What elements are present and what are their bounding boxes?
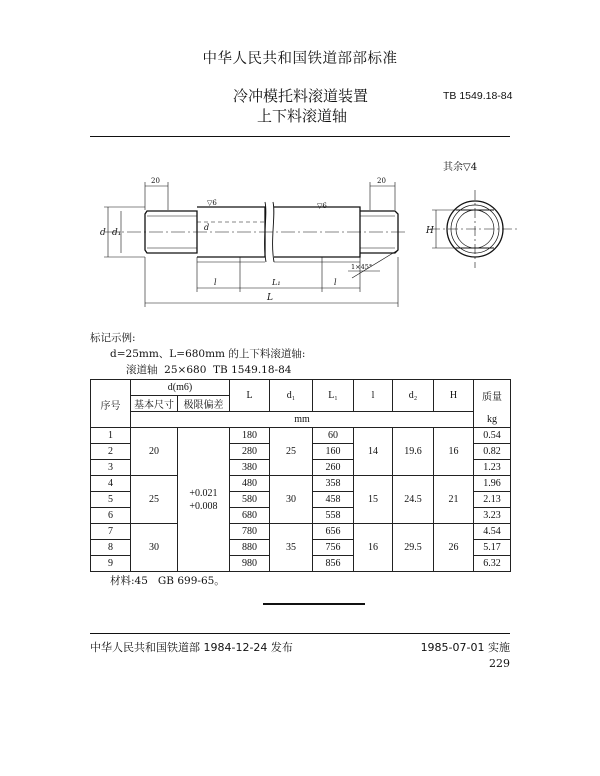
d-basic: 20 <box>131 428 178 476</box>
cell-mass: 2.13 <box>474 492 511 508</box>
doc-title-line-1: 冷冲模托料滚道装置 <box>233 87 369 105</box>
d2-value: 24.5 <box>393 476 434 524</box>
col-d2-header: d₂ <box>393 380 434 412</box>
org-title: 中华人民共和国铁道部部标准 <box>202 51 398 67</box>
unit-mm: mm <box>131 412 474 428</box>
col-H-header: H <box>434 380 474 412</box>
spec-table <box>90 379 511 572</box>
footer-issuer: 中华人民共和国铁道部 1984-12-24 发布 <box>90 641 293 654</box>
H-value: 21 <box>434 476 474 524</box>
roughness-6-left: ▽6 <box>207 199 217 207</box>
cell-L1: 558 <box>313 508 354 524</box>
row-no: 8 <box>91 540 131 556</box>
col-seq-header-cont <box>91 412 131 428</box>
col-d-tol-header: 极限偏差 <box>178 396 230 412</box>
row-no: 5 <box>91 492 131 508</box>
label-H: H <box>426 226 434 236</box>
header-rule <box>90 136 510 137</box>
col-d1-header: d₁ <box>270 380 313 412</box>
col-d-header: d(m6) <box>131 380 230 396</box>
standard-number: TB 1549.18-84 <box>443 90 513 102</box>
row-no: 9 <box>91 556 131 572</box>
col-l-header: l <box>354 380 393 412</box>
marking-heading: 标记示例: <box>90 332 136 344</box>
doc-title-line-2: 上下料滚道轴 <box>257 107 348 125</box>
cell-L: 480 <box>230 476 270 492</box>
d1-value: 30 <box>270 476 313 524</box>
cell-mass: 6.32 <box>474 556 511 572</box>
cell-L1: 358 <box>313 476 354 492</box>
footer-effective: 1985-07-01 实施 <box>420 641 510 654</box>
d1-value: 25 <box>270 428 313 476</box>
row-no: 4 <box>91 476 131 492</box>
cell-L: 280 <box>230 444 270 460</box>
cell-L1: 856 <box>313 556 354 572</box>
label-l-left: l <box>214 278 217 287</box>
l-value: 14 <box>354 428 393 476</box>
col-seq-header: 序号 <box>91 380 131 412</box>
dim-20-right: 20 <box>377 177 386 185</box>
l-value: 16 <box>354 524 393 572</box>
d2-value: 29.5 <box>393 524 434 572</box>
cell-L1: 260 <box>313 460 354 476</box>
cell-L: 380 <box>230 460 270 476</box>
cell-mass: 0.82 <box>474 444 511 460</box>
d2-value: 19.6 <box>393 428 434 476</box>
cell-L: 880 <box>230 540 270 556</box>
cell-L: 180 <box>230 428 270 444</box>
cell-mass: 0.54 <box>474 428 511 444</box>
row-no: 1 <box>91 428 131 444</box>
row-no: 6 <box>91 508 131 524</box>
cell-mass: 4.54 <box>474 524 511 540</box>
col-L-header: L <box>230 380 270 412</box>
roughness-note: 其余▽4 <box>443 162 478 173</box>
H-value: 16 <box>434 428 474 476</box>
unit-kg: kg <box>474 412 511 428</box>
l-value: 15 <box>354 476 393 524</box>
dim-20-left: 20 <box>151 177 160 185</box>
label-L1: L₁ <box>272 278 281 287</box>
page-number: 229 <box>489 657 510 670</box>
d-basic: 30 <box>131 524 178 572</box>
end-rule <box>263 603 365 605</box>
break-mark-right <box>273 202 274 262</box>
footer-rule <box>90 633 510 634</box>
shaft-drawing <box>90 150 530 322</box>
cell-L: 680 <box>230 508 270 524</box>
label-l-right: l <box>334 278 337 287</box>
roughness-6-right: ▽6 <box>317 202 327 210</box>
row-no: 7 <box>91 524 131 540</box>
label-L: L <box>267 293 273 303</box>
d1-value: 35 <box>270 524 313 572</box>
cell-L1: 458 <box>313 492 354 508</box>
cell-L: 780 <box>230 524 270 540</box>
cell-L1: 756 <box>313 540 354 556</box>
col-d-basic-header: 基本尺寸 <box>131 396 178 412</box>
d-tolerance <box>178 428 230 572</box>
cell-L: 580 <box>230 492 270 508</box>
material-note: 材料:45 GB 699-65。 <box>110 575 225 587</box>
row-no: 3 <box>91 460 131 476</box>
cell-L1: 656 <box>313 524 354 540</box>
cell-L1: 160 <box>313 444 354 460</box>
cell-L1: 60 <box>313 428 354 444</box>
label-d-inner: d <box>204 223 210 232</box>
col-mass-header: 质量 <box>474 380 511 412</box>
cell-mass: 3.23 <box>474 508 511 524</box>
H-value: 26 <box>434 524 474 572</box>
label-d: d <box>100 228 106 238</box>
cell-mass: 1.23 <box>474 460 511 476</box>
chamfer-note: 1×45° <box>351 263 373 271</box>
label-d1: d₁ <box>112 228 122 238</box>
tol-upper: +0.021 <box>189 487 218 499</box>
row-no: 2 <box>91 444 131 460</box>
d-basic: 25 <box>131 476 178 524</box>
cell-mass: 1.96 <box>474 476 511 492</box>
tol-lower: +0.008 <box>189 500 218 512</box>
col-L1-header: L₁ <box>313 380 354 412</box>
marking-line-2: 滚道轴 25×680 TB 1549.18-84 <box>126 364 292 376</box>
cell-mass: 5.17 <box>474 540 511 556</box>
marking-line-1: d=25mm、L=680mm 的上下料滚道轴: <box>110 348 306 360</box>
cell-L: 980 <box>230 556 270 572</box>
